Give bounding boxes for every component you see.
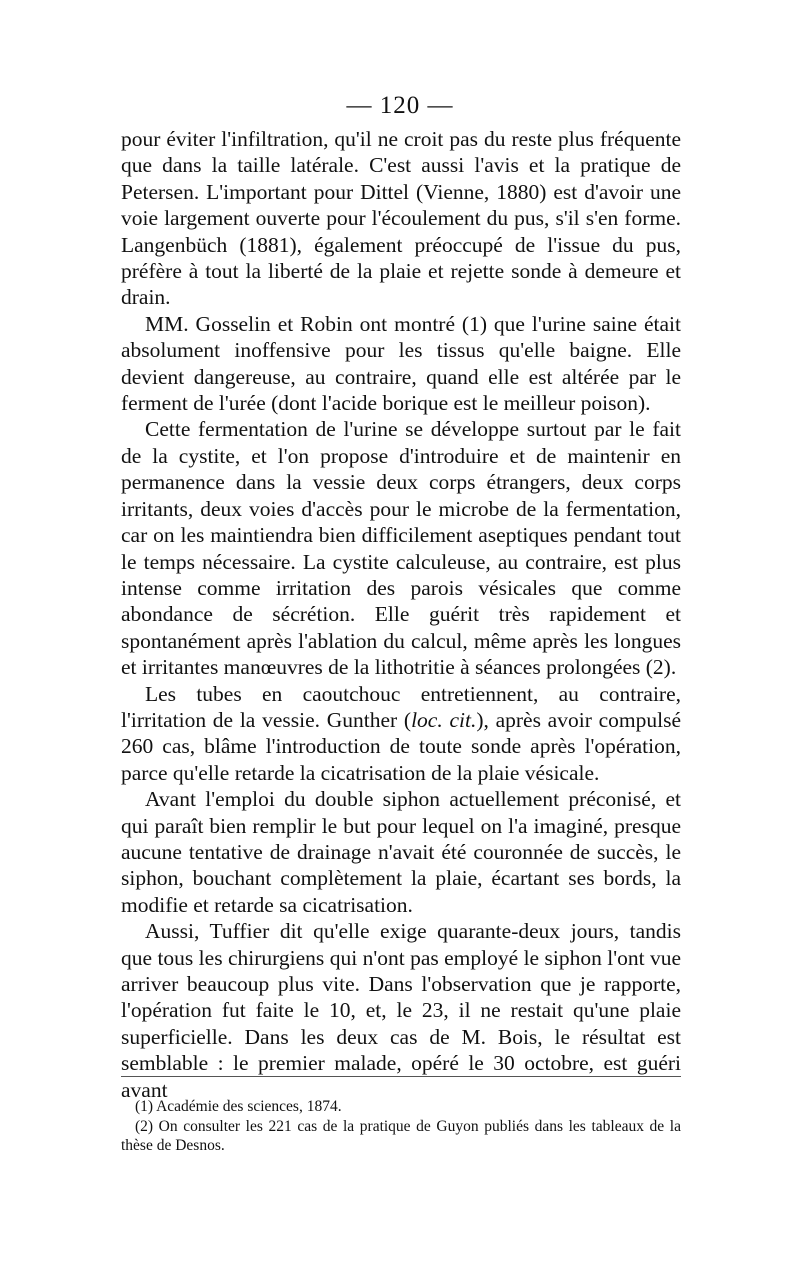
paragraph-4 bbox=[121, 681, 681, 787]
paragraph-4-end: ), après avoir compulsé 260 cas, blâme l'introduction de toute sonde après l'opération, parce qu'elle retarde la cicatrisation de la plaie vésicale. bbox=[121, 707, 681, 785]
main-text bbox=[121, 126, 681, 1103]
footnote-divider bbox=[121, 1076, 681, 1077]
paragraph-2: MM. Gosselin et Robin ont montré (1) que l'urine saine était absolument inoffensive pour les tissus qu'elle baigne. Elle devient dangereuse, au contraire, quand elle est altérée par le ferment de l'urée (dont l'acide borique est le meilleur poison). bbox=[121, 311, 681, 416]
paragraph-5: Avant l'emploi du double siphon actuellement préconisé, et qui paraît bien remplir le but pour lequel on l'a imaginé, presque aucune tentative de drainage n'avait été couronnée de succès, le siphon, bouchant complètement la plaie, écartant ses bords, la modifie et retarde sa cicatrisation. bbox=[121, 787, 681, 917]
citation-loc-cit: loc. cit. bbox=[411, 707, 477, 732]
footnotes bbox=[121, 1097, 681, 1156]
page-number: — 120 — bbox=[346, 92, 454, 119]
paragraph-3: Cette fermentation de l'urine se développe surtout par le fait de la cystite, et l'on propose d'introduire et de maintenir en permanence dans la vessie deux corps étrangers, deux corps irritants, deux voies d'accès pour le microbe de la fermentation, car on les maintiendra bien difficilement aseptiques pendant tout le temps nécessaire. La cystite calculeuse, au contraire, est plus intense comme irritation des parois vésicales que comme abondance de sécrétion. Elle guérit très rapidement et spontanément après l'ablation du calcul, même après les longues et irritantes manœuvres de la lithotritie à séances prolongées (2). bbox=[121, 417, 681, 680]
paragraph-6: Aussi, Tuffier dit qu'elle exige quarante-deux jours, tandis que tous les chirurgiens qui n'ont pas employé le siphon l'ont vue arriver beaucoup plus vite. Dans l'observation que je rapporte, l'opération fut faite le 10, et, le 23, il ne restait qu'une plaie superficielle. Dans les deux cas de M. Bois, le résultat est semblable : le premier malade, opéré le 30 octobre, est guéri avant bbox=[121, 919, 681, 1102]
footnote-2: (2) On consulter les 221 cas de la pratique de Guyon publiés dans les tableaux de la thèse de Desnos. bbox=[121, 1117, 681, 1154]
footnote-1: (1) Académie des sciences, 1874. bbox=[135, 1098, 342, 1115]
paragraph-1: pour éviter l'infiltration, qu'il ne croit pas du reste plus fréquente que dans la taille latérale. C'est aussi l'avis et la pratique de Petersen. L'important pour Dittel (Vienne, 1880) est d'avoir une voie largement ouverte pour l'écoulement du pus, s'il s'en forme. Langenbüch (1881), également préoccupé de l'issue du pus, préfère à tout la liberté de la plaie et rejette sonde à demeure et drain. bbox=[121, 127, 681, 310]
paragraph-4-start: Les tubes en caoutchouc entretiennent, au contraire, l'irritation de la vessie. Gunther ( bbox=[121, 681, 681, 732]
